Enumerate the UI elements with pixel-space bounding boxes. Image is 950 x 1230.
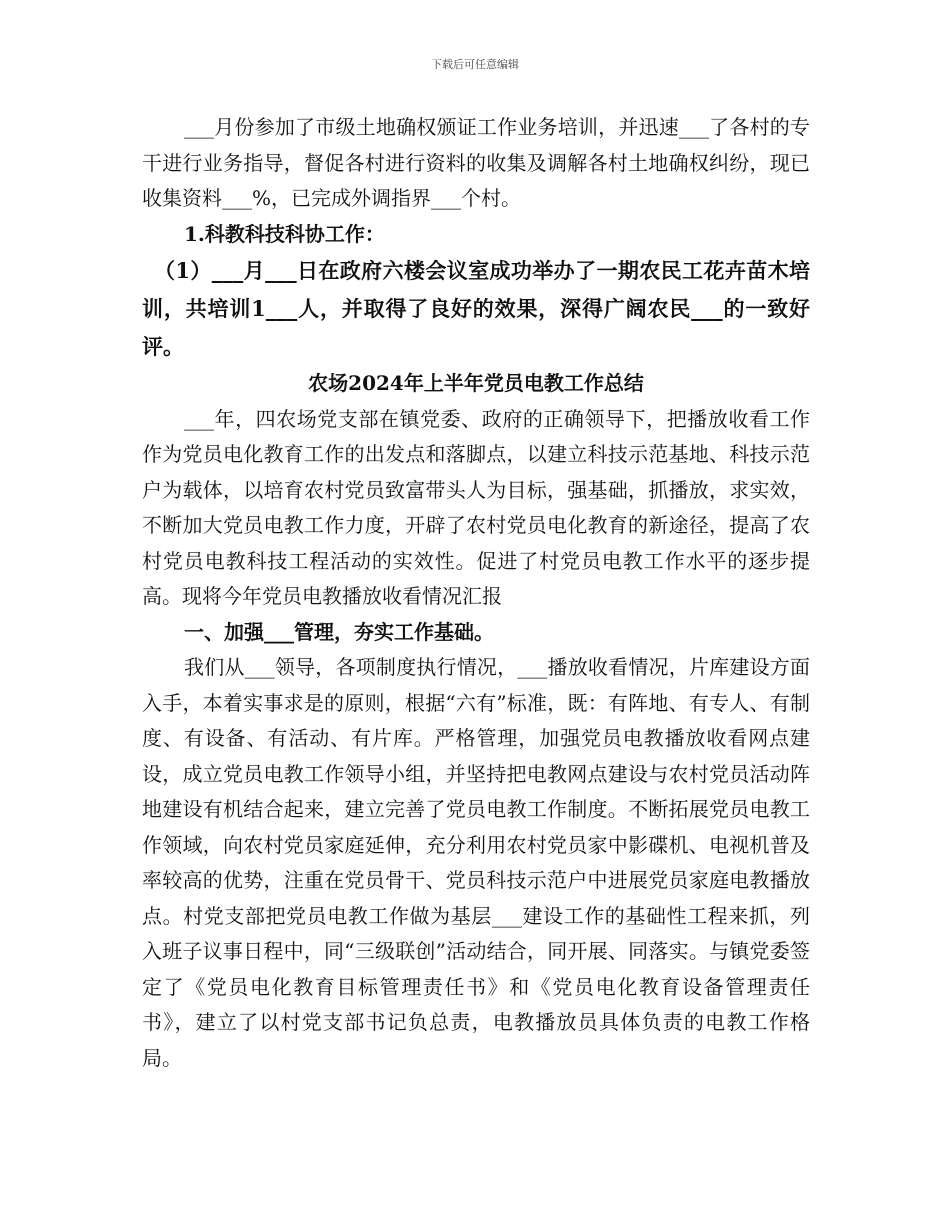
paragraph-intro: ___年，四农场党支部在镇党委、政府的正确领导下，把播放收看工作作为党员电化教育工作的出发点和落脚点，以建立科技示范基地、科技示范户为载体，以培育农村党员致富带头人为目标，强基础，抓播放，求实效，不断加大党员电教工作力度，开辟了农村党员电化教育的新途径，提高了农村党员电教科技工程活动的实效性。促进了村党员电教工作水平的逐步提高。现将今年党员电教播放收看情况汇报 [142, 406, 810, 608]
paragraph-training: （1）___月___日在政府六楼会议室成功举办了一期农民工花卉苗木培训，共培训1___人，并取得了良好的效果，深得广阔农民___的一致好评。 [142, 258, 810, 359]
section-heading-management: 一、加强___管理，夯实工作基础。 [184, 619, 494, 644]
paragraph-management: 我们从___领导，各项制度执行情况，___播放收看情况，片库建设方面入手，本着实事求是的原则，根据“六有”标准，既：有阵地、有专人、有制度、有设备、有活动、有片库。严格管理，加强党员电教播放收看网点建设，成立党员电教工作领导小组，并坚持把电教网点建设与农村党员活动阵地建设有机结合起来，建立完善了党员电教工作制度。不断拓展党员电教工作领域，向农村党员家庭延伸，充分利用农村党员家中影碟机、电视机普及率较高的优势，注重在党员骨干、党员科技示范户中进展党员家庭电教播放点。村党支部把党员电教工作做为基层___建设工作的基础性工程来抓，列入班子议事日程中，同“三级联创”活动结合，同开展、同落实。与镇党委签定了《党员电化教育目标管理责任书》和《党员电化教育设备管理责任书》，建立了以村党支部书记负总责，电教播放员具体负责的电教工作格局。 [142, 655, 810, 1070]
section-heading-science: 1.科教科技科协工作： [184, 221, 385, 246]
paragraph-land-rights: ___月份参加了市级土地确权颁证工作业务培训，并迅速___了各村的专干进行业务指导，督促各村进行资料的收集及调解各村土地确权纠纷，现已收集资料___%，已完成外调指界___个村。 [142, 115, 810, 210]
document-title: 农场2024年上半年党员电教工作总结 [308, 371, 644, 395]
page-header: 下载后可任意编辑 [431, 58, 519, 71]
document-body [142, 110, 810, 1076]
